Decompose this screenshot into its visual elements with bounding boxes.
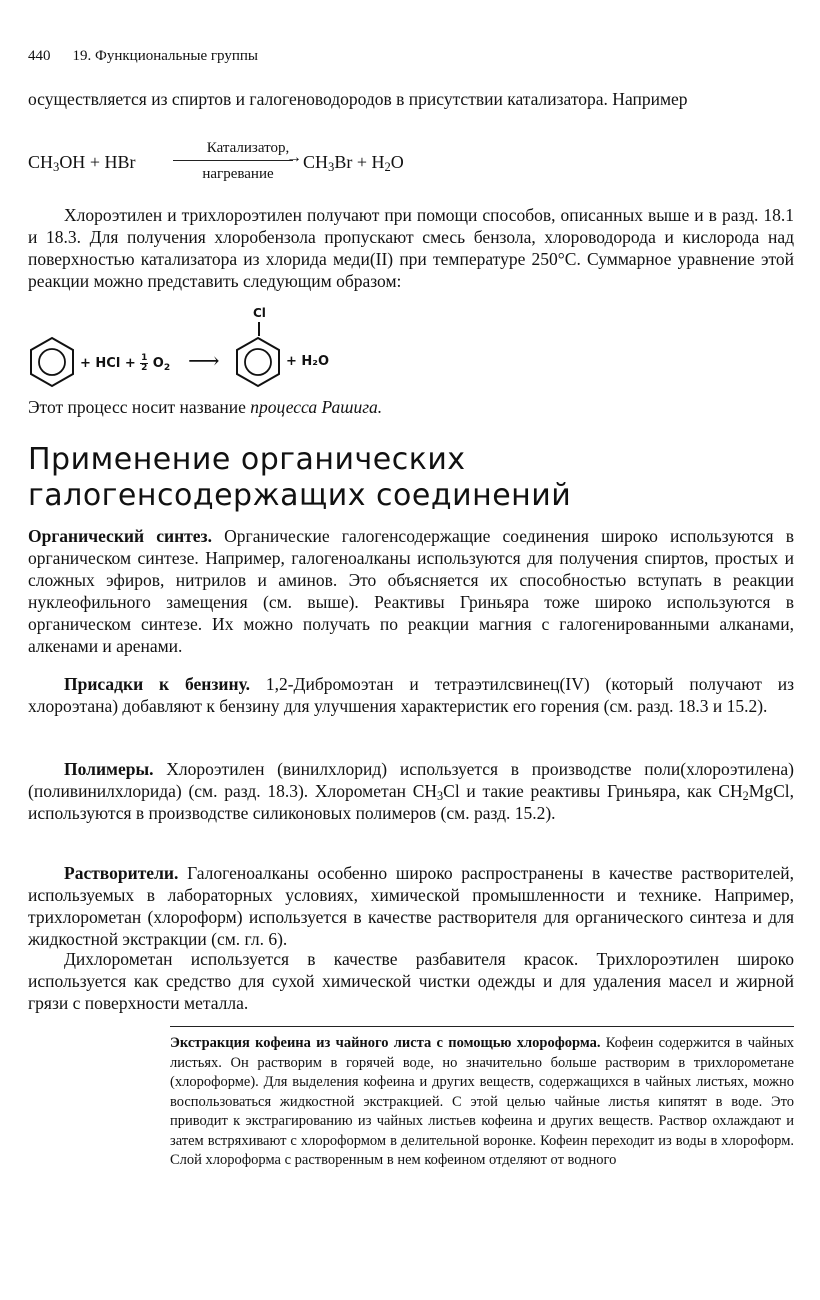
reaction-arrow: ⟶ <box>188 348 220 373</box>
eq1-product: CH <box>303 152 329 172</box>
subscript: 3 <box>437 789 444 803</box>
box-text: Кофеин содержится в чайных листьях. Он растворим в горячей воде, но значительно больше растворим в трихлорометане (хлороформе). Для выделения кофеина и других веществ, содержащихся в чайных листьях, можно воспользоваться жидкостной экстракцией. С этой целью чайные листья кипятят в воде. Это приводит к экстрагированию из чайных листьев кофеина и других веществ. Раствор охлаждают и затем встряхивают с хлороформом в делительной воронке. Кофеин переходит из воды в хлороформ. Слой хлороформа с растворенным в нем кофеином отделяют от водного <box>170 1035 794 1168</box>
caffeine-extraction-box <box>170 1034 794 1171</box>
raschig-note-text: Этот процесс носит название <box>28 397 251 417</box>
oxygen: O <box>152 356 164 371</box>
subsection-title: Присадки к бензину. <box>64 674 250 694</box>
subsection-text: Cl и такие реактивы Гриньяра, как CH <box>443 781 743 801</box>
eq1-product: H <box>371 152 385 172</box>
subsection-text: Органические галогенсодержащие соединения широко используются в органическом синтезе. Например, галогеноалканы используются для получения спиртов, простых и сложных эфиров, нитрилов и аминов. Это объясняется их способностью вступать в реакции нуклеофильного замещения (см. выше). Реактивы Гриньяра тоже широко используются в органическом синтезе. Их можно получать по реакции магния с галогенированными алканами, алкенами и аренами. <box>28 526 794 656</box>
eq1-product-sub: 3 <box>328 160 335 174</box>
page-header <box>28 48 258 65</box>
eq1-product: Br <box>334 152 353 172</box>
eq1-plus: + <box>356 152 367 172</box>
chlorobenzene-ring-icon <box>234 336 282 388</box>
subscript: 2 <box>742 789 749 803</box>
subsection-polymers <box>28 758 794 824</box>
eq1-catalyst: Катализатор, <box>206 140 290 156</box>
eq1-arrow-line <box>173 160 293 161</box>
chlorine-label: Cl <box>253 306 266 320</box>
box-title: Экстракция кофеина из чайного листа с помощью хлороформа. <box>170 1035 601 1051</box>
reaction-reagents <box>80 354 170 373</box>
water-product: + H₂O <box>286 354 330 369</box>
subsection-organic-synthesis <box>28 525 794 657</box>
eq1-reactant: OH <box>59 152 86 172</box>
subsection-text: Галогеноалканы особенно широко распространены в качестве растворителей, используемых в лабораторных условиях, химической промышленности и технике. Например, трихлорометан (хлороформ) используется в качестве растворителя для органического синтеза и для жидкостной экстракции (см. гл. 6). <box>28 863 794 949</box>
eq1-plus: + <box>89 152 100 172</box>
subsection-text: 1,2-Дибромоэтан и тетраэтилсвинец(IV) (который получают из хлороэтана) добавляют к бензину для улучшения характеристик его горения (см. разд. 18.3 и 15.2). <box>28 674 794 716</box>
paragraph-dichloromethane: Дихлорометан используется в качестве разбавителя красок. Трихлороэтилен широко используется как средство для сухой химической чистки одежды и для удаления масел и жирной грязи с поверхности металла. <box>28 949 794 1013</box>
eq1-product-sub: 2 <box>384 160 391 174</box>
equation-methanol-hbr <box>28 140 528 190</box>
section-heading <box>28 442 571 514</box>
oxygen-sub: 2 <box>163 363 171 373</box>
intro-paragraph: осуществляется из спиртов и галогеноводородов в присутствии катализатора. Например <box>28 89 688 109</box>
c-cl-bond <box>258 322 260 336</box>
paragraph-chlorobenzene: Хлороэтилен и трихлороэтилен получают при помощи способов, описанных выше и в разд. 18.1 и 18.3. Для получения хлоробензола пропускают смесь бензола, хлороводорода и кислорода над поверхностью катализатора из хлорида меди(II) при температуре 250°C. Суммарное уравнение этой реакции можно представить следующим образом: <box>28 205 794 291</box>
section-heading-line-2: галогенсодержащих соединений <box>28 478 572 513</box>
eq1-arrow: → <box>286 149 302 166</box>
section-heading-line-1: Применение органических <box>28 442 466 477</box>
eq1-reactant: HBr <box>104 152 136 172</box>
chapter-title: 19. Функциональные группы <box>72 48 258 64</box>
fraction-numerator: 1 <box>141 353 148 363</box>
raschig-note <box>28 396 794 418</box>
subsection-gasoline-additives <box>28 673 794 717</box>
subsection-title: Органический синтез. <box>28 526 212 546</box>
raschig-reaction <box>28 304 368 390</box>
fraction-half <box>140 354 148 373</box>
reagents-text: + HCl + <box>80 356 141 371</box>
subsection-title: Полимеры. <box>64 759 154 779</box>
eq1-condition: нагревание <box>202 166 274 182</box>
raschig-process-name: процесса Рашига. <box>250 397 383 417</box>
benzene-ring-icon <box>28 336 76 388</box>
eq1-product: O <box>390 152 404 172</box>
eq1-reactant: CH <box>28 152 54 172</box>
eq1-reactant-sub: 3 <box>53 160 60 174</box>
subsection-title: Растворители. <box>64 863 179 883</box>
subsection-text: Хлороэтилен (винилхлорид) используется в производстве поли(хлороэтилена) (поливинилхлорида) (см. разд. 18.3). Хлорометан CH <box>28 759 794 801</box>
fraction-denominator: 2 <box>141 363 148 373</box>
box-divider <box>170 1026 794 1027</box>
page-number: 440 <box>28 48 51 64</box>
subsection-solvents <box>28 862 794 950</box>
subsection-text: MgCl, используются в производстве силиконовых полимеров (см. разд. 15.2). <box>28 781 795 823</box>
